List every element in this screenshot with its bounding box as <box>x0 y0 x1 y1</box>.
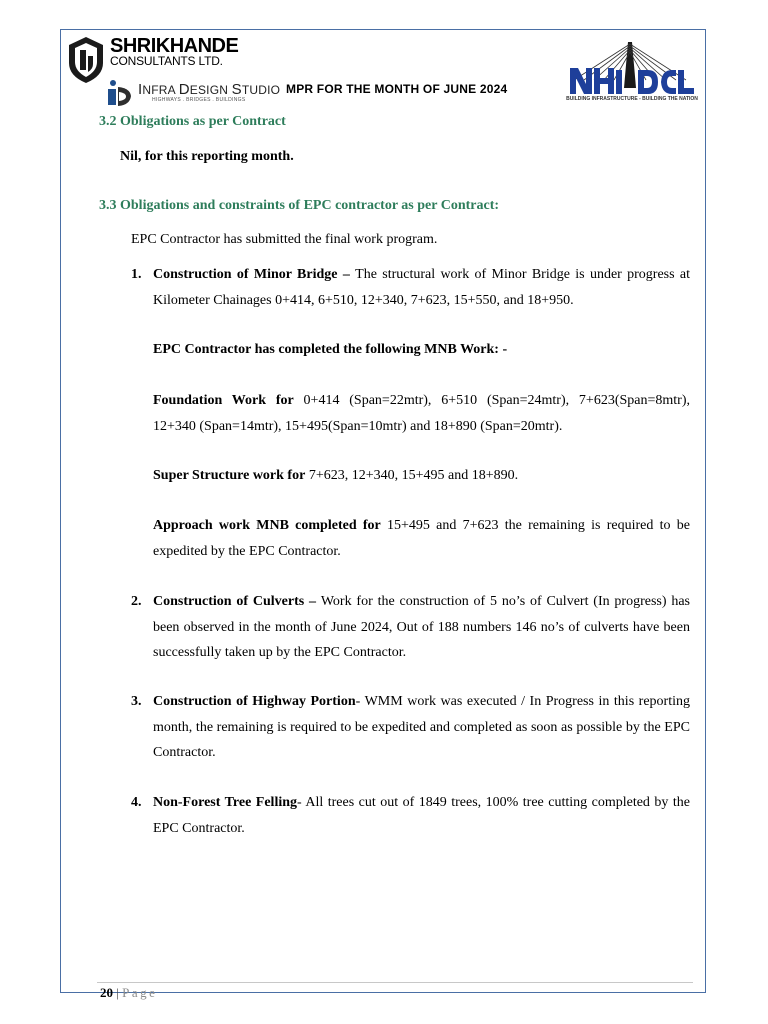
footer-divider <box>97 982 693 983</box>
mnb-completed-heading: EPC Contractor has completed the following MNB Work: - <box>153 342 508 357</box>
item-text: Work for the construction of 5 no’s of Culvert (In progress) has been observed in the month of June 2024, Out of 188 numbers 146 no’s of culverts have been successfully taken up by the EPC Contractor. <box>153 594 691 660</box>
client-tagline: BUILDING INFRASTRUCTURE - BUILDING THE NATION <box>566 96 698 102</box>
item-text: WMM work was executed / In Progress in this reporting month, the remaining is required to be expedited and completed as soon as possible by the EPC Contractor. <box>153 694 690 760</box>
report-title: MPR FOR THE MONTH OF JUNE 2024 <box>286 82 508 96</box>
section-3-2-heading: 3.2 Obligations as per Contract <box>99 114 286 129</box>
item-title: Non-Forest Tree Felling <box>153 795 298 810</box>
section-3-3-intro: EPC Contractor has submitted the final work program. <box>131 232 438 247</box>
company-name: SHRIKHANDE <box>110 35 239 57</box>
infra-design-studio-icon <box>104 78 134 108</box>
list-number: 3. <box>131 694 142 709</box>
item-text: The structural work of Minor Bridge is under progress at Kilometer Chainages 0+414, 6+510, 12+340, 7+623, 15+550, and 18+950. <box>153 267 691 308</box>
list-number: 2. <box>131 594 142 609</box>
foundation-work: Foundation Work for 0+414 (Span=22mtr), 6+510 (Span=24mtr), 7+623(Span=8mtr), 12+340 (Span=14mtr), 15+495(Span=10mtr) and 18+890 (Span=20mtr). <box>153 393 690 434</box>
bridge-logo-icon <box>566 40 698 96</box>
approach-work: Approach work MNB completed for 15+495 and 7+623 the remaining is required to be expedited by the EPC Contractor. <box>153 518 690 559</box>
page-word: Page <box>122 985 158 1000</box>
section-3-3-heading: 3.3 Obligations and constraints of EPC contractor as per Contract: <box>99 198 500 213</box>
list-number: 1. <box>131 267 142 282</box>
list-item-tree-felling: Non-Forest Tree Felling- All trees cut out of 1849 trees, 100% tree cutting completed by the EPC Contractor. <box>153 795 690 836</box>
shield-logo-icon <box>66 36 106 84</box>
list-item-culverts: Construction of Culverts – Work for the construction of 5 no’s of Culvert (In progress) has been observed in the month of June 2024, Out of 188 numbers 146 no’s of culverts have been successfully taken up by the EPC Contractor. <box>153 594 691 660</box>
super-structure-work: Super Structure work for 7+623, 12+340, 15+495 and 18+890. <box>153 468 519 483</box>
client-logo <box>566 40 698 106</box>
page-number: 20 <box>100 985 113 1000</box>
page-footer: 20 | Page <box>100 985 158 1000</box>
studio-name: INFRA DESIGN STUDIO <box>138 81 281 98</box>
item-title: Construction of Culverts <box>153 594 305 609</box>
item-text: All trees cut out of 1849 trees, 100% tree cutting completed by the EPC Contractor. <box>153 795 690 836</box>
studio-tagline: HIGHWAYS . BRIDGES . BUILDINGS <box>152 97 246 103</box>
list-item-minor-bridge: Construction of Minor Bridge – The structural work of Minor Bridge is under progress at Kilometer Chainages 0+414, 6+510, 12+340, 7+623, 15+550, and 18+950. <box>153 267 691 308</box>
list-item-highway-portion: Construction of Highway Portion- WMM work was executed / In Progress in this reporting month, the remaining is required to be expedited and completed as soon as possible by the EPC Contractor. <box>153 694 690 760</box>
item-title: Construction of Highway Portion <box>153 694 356 709</box>
consultant-logo <box>66 34 281 110</box>
list-number: 4. <box>131 795 142 810</box>
page-border <box>60 29 706 993</box>
company-subtitle: CONSULTANTS LTD. <box>110 54 223 68</box>
section-3-2-body: Nil, for this reporting month. <box>120 149 294 164</box>
item-title: Construction of Minor Bridge <box>153 267 338 282</box>
